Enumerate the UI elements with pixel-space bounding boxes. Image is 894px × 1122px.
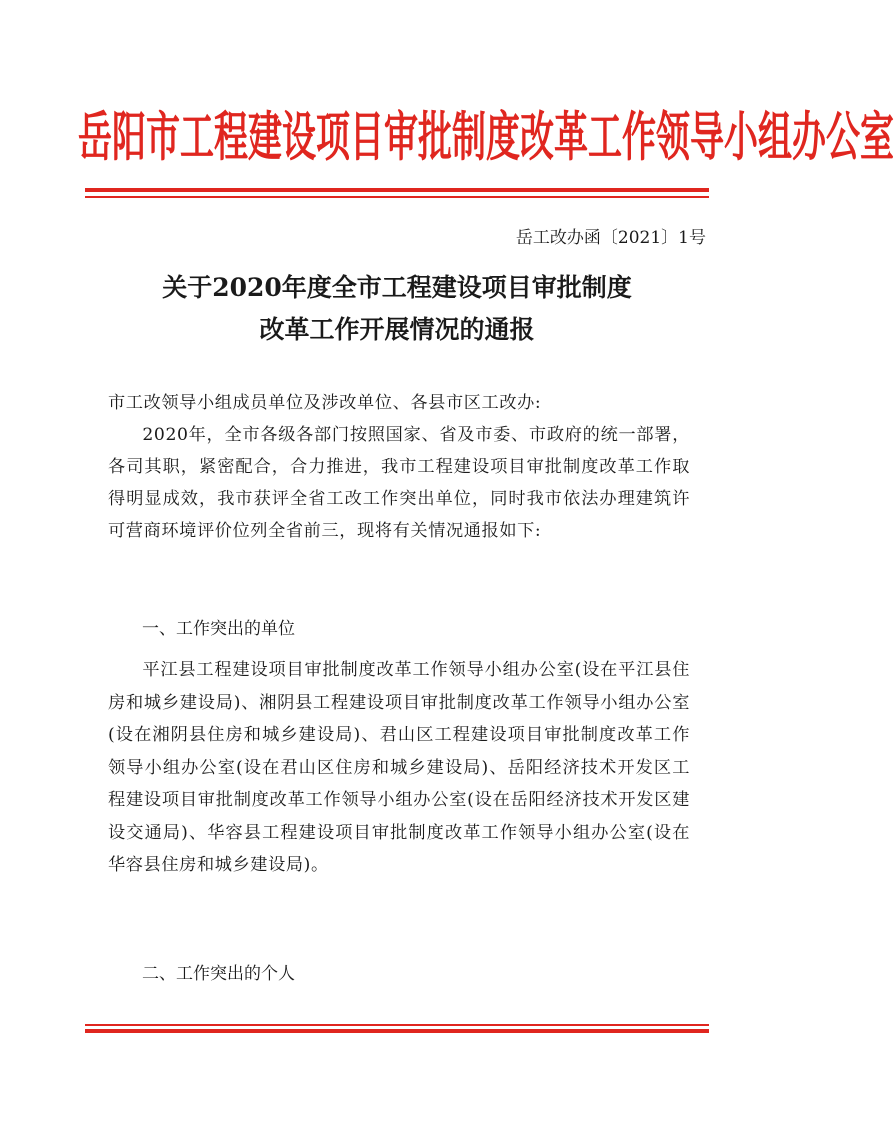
paragraph-intro: 2020年，全市各级各部门按照国家、省及市委、市政府的统一部署，各司其职，紧密配合，合力推进，我市工程建设项目审批制度改革工作取得明显成效，我市获评全省工改工作突出单位，同时我市依法办理建筑许可营商环境评价位列全省前三，现将有关情况通报如下: <box>108 425 690 541</box>
document-title-line-2: 改革工作开展情况的通报 <box>259 315 535 344</box>
letterhead-org-title: 岳阳市工程建设项目审批制度改革工作领导小组办公室 <box>78 107 894 169</box>
footer-rule-thin <box>85 1024 709 1026</box>
letterhead-rule-thick <box>85 188 709 192</box>
document-number: 岳工改办函〔2021〕1号 <box>515 228 706 248</box>
footer-rule-thick <box>85 1029 709 1033</box>
letterhead-rule-thin <box>85 196 709 198</box>
section-heading-units: 一、工作突出的单位 <box>142 619 295 639</box>
document-title-line-1: 关于2020年度全市工程建设项目审批制度 <box>162 273 632 302</box>
section-heading-individuals: 二、工作突出的个人 <box>142 964 295 984</box>
salutation: 市工改领导小组成员单位及涉改单位、各县市区工改办: <box>108 393 542 413</box>
paragraph-units: 平江县工程建设项目审批制度改革工作领导小组办公室(设在平江县住房和城乡建设局)、湘阴县工程建设项目审批制度改革工作领导小组办公室(设在湘阴县住房和城乡建设局)、君山区工程建设项目审批制度改革工作领导小组办公室(设在君山区住房和城乡建设局)、岳阳经济技术开发区工程建设项目审批制度改革工作领导小组办公室(设在岳阳经济技术开发区建设交通局)、华容县工程建设项目审批制度改革工作领导小组办公室(设在华容县住房和城乡建设局)。 <box>108 660 690 875</box>
